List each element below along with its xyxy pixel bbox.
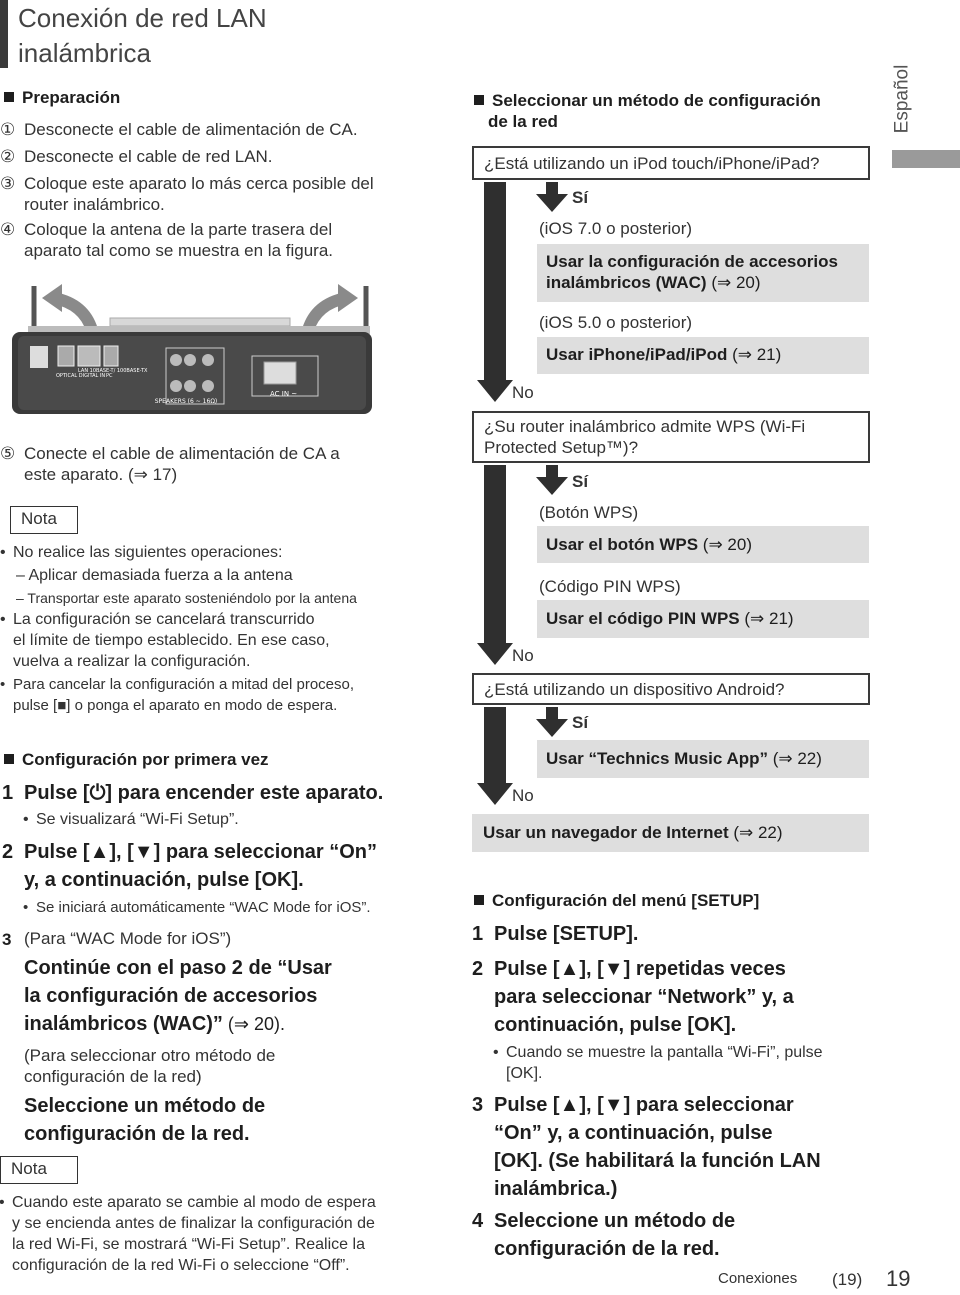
prep-step-4-line1: Coloque la antena de la parte trasera del	[24, 220, 333, 239]
page-title-line2: inalámbrica	[18, 38, 151, 68]
wps-button-box: Usar el botón WPS (⇒ 20)	[537, 526, 869, 563]
language-tab: Español	[891, 64, 913, 134]
setup-step2-line3: continuación, pulse [OK].	[494, 1014, 737, 1036]
wps-pin-box: Usar el código PIN WPS (⇒ 21)	[537, 600, 869, 638]
wps-button-paren: (Botón WPS)	[539, 503, 639, 522]
iphone-box: Usar iPhone/iPad/iPod (⇒ 21)	[537, 337, 869, 374]
nota1-dash1: – Aplicar demasiada fuerza a la antena	[16, 567, 293, 584]
step3-line1: Continúe con el paso 2 de “Usar	[24, 957, 332, 979]
prep-step-2: Desconecte el cable de red LAN.	[24, 147, 273, 166]
yes-label-3: Sí	[572, 713, 589, 732]
step2-num: 2	[2, 841, 14, 863]
yes-arrow-2	[536, 465, 568, 495]
nota-label-1: Nota	[10, 506, 78, 534]
setup-step2-sub-line2: [OK].	[506, 1065, 543, 1082]
no-label-2: No	[512, 646, 534, 665]
title-bar	[0, 0, 8, 68]
setup-step2-line1: Pulse [▲], [▼] repetidas veces	[494, 958, 786, 980]
nota2-line2: y se encienda antes de finalizar la configuración de	[12, 1215, 375, 1232]
wac-box	[537, 244, 869, 302]
flow-arrow-1	[477, 380, 513, 402]
flow-arrow-3	[477, 783, 513, 805]
ios5-label: (iOS 5.0 o posterior)	[539, 313, 693, 332]
nota-label-2: Nota	[0, 1156, 78, 1184]
yes-label-1: Sí	[572, 188, 589, 207]
setup-step3-line1: Pulse [▲], [▼] para seleccionar	[494, 1094, 794, 1116]
step3-num: 3	[2, 930, 12, 949]
no-label-3: No	[512, 786, 534, 805]
step3-line2: la configuración de accesorios	[24, 985, 318, 1007]
first-config-heading: Configuración por primera vez	[4, 750, 269, 770]
step3-paren: (Para “WAC Mode for iOS”)	[24, 929, 232, 948]
label-lan: LAN 10BASE-T/ 100BASE-TX	[78, 368, 148, 374]
setup-step2-num: 2	[472, 958, 484, 980]
setup-step3-num: 3	[472, 1094, 484, 1116]
setup-step3-line3: [OK]. (Se habilitará la función LAN	[494, 1150, 821, 1172]
step3-bold2-line2: configuración de la red.	[24, 1123, 250, 1145]
setup-step4-line1: Seleccione un método de	[494, 1210, 736, 1232]
prep-step-3-num: ③	[0, 174, 16, 193]
question-wps: ¿Su router inalámbrico admite WPS (Wi-Fi Protected Setup™)?	[472, 411, 870, 463]
setup-step2-sub-line1: • Cuando se muestre la pantalla “Wi-Fi”, pulse	[506, 1042, 823, 1063]
label-optical: OPTICAL DIGITAL IN	[56, 373, 106, 379]
prep-step-3-line1: Coloque este aparato lo más cerca posible del	[24, 174, 374, 193]
device-rear-illustration	[0, 278, 420, 418]
nota1-dash2: – Transportar este aparato sosteniéndolo por la antena	[16, 590, 357, 606]
language-tab-bar	[892, 150, 960, 168]
yes-arrow-1	[536, 182, 568, 212]
step2-sub: • Se iniciará automáticamente “WAC Mode for iOS”.	[36, 897, 371, 918]
step-5-line1: Conecte el cable de alimentación de CA a	[24, 444, 340, 463]
step-5-line2: este aparato. (⇒ 17)	[24, 465, 178, 484]
prep-step-2-num: ②	[0, 147, 16, 166]
nota1-bullet3-line2: pulse [■] o ponga el aparato en modo de espera.	[13, 697, 338, 714]
prep-step-1-num: ①	[0, 120, 16, 139]
page-title-line1: Conexión de red LAN	[18, 3, 267, 33]
select-heading-line1: Seleccionar un método de configuración	[474, 91, 821, 111]
ios7-label: (iOS 7.0 o posterior)	[539, 219, 693, 238]
nota1-bullet2-line3: vuelva a realizar la configuración.	[13, 653, 251, 670]
setup-step3-line4: inalámbrica.)	[494, 1178, 618, 1200]
technics-box: Usar “Technics Music App” (⇒ 22)	[537, 740, 869, 778]
label-pc: PC	[106, 373, 113, 379]
footer-page-paren: (19)	[832, 1270, 863, 1289]
prep-heading: Preparación	[4, 88, 120, 108]
step3-bold2-line1: Seleccione un método de	[24, 1095, 266, 1117]
footer-section: Conexiones	[718, 1270, 798, 1287]
label-speakers: SPEAKERS (6 ~ 16Ω)	[154, 398, 218, 405]
browser-box: Usar un navegador de Internet (⇒ 22)	[472, 814, 869, 852]
no-label-1: No	[512, 383, 534, 402]
setup-step3-line2: “On” y, a continuación, pulse	[494, 1122, 773, 1144]
prep-step-4-num: ④	[0, 220, 16, 239]
wac-box-line2: inalámbricos (WAC) (⇒ 20)	[546, 273, 761, 292]
flow-bar-1	[484, 182, 506, 382]
setup-step4-num: 4	[472, 1210, 484, 1232]
step3-line3: inalámbricos (WAC)” (⇒ 20).	[24, 1013, 286, 1035]
yes-label-2: Sí	[572, 472, 589, 491]
flow-bar-2	[484, 465, 506, 645]
step1-sub: • Se visualizará “Wi-Fi Setup”.	[36, 809, 239, 830]
flow-arrow-2	[477, 643, 513, 665]
step2-line2: y, a continuación, pulse [OK].	[24, 869, 304, 891]
wps-pin-paren: (Código PIN WPS)	[539, 577, 681, 596]
nota2-line3: la red Wi-Fi, se mostrará “Wi-Fi Setup”. Realice la	[12, 1236, 365, 1253]
setup-step1-num: 1	[472, 923, 484, 945]
yes-arrow-3	[536, 707, 568, 737]
step3-paren2-line2: configuración de la red)	[24, 1067, 202, 1086]
wac-box-line1: Usar la configuración de accesorios	[546, 252, 838, 271]
nota1-bullet2-line2: el límite de tiempo establecido. En ese caso,	[13, 632, 330, 649]
flow-bar-3	[484, 707, 506, 785]
setup-step4-line2: configuración de la red.	[494, 1238, 720, 1260]
step1-text: Pulse [⏻] para encender este aparato.	[24, 782, 384, 804]
step-5-num: ⑤	[0, 444, 16, 463]
setup-step1: Pulse [SETUP].	[494, 923, 639, 945]
setup-heading: Configuración del menú [SETUP]	[474, 891, 759, 911]
prep-step-1: Desconecte el cable de alimentación de CA.	[24, 120, 358, 139]
nota1-bullet3-line1: • Para cancelar la configuración a mitad del proceso,	[13, 674, 354, 695]
step1-num: 1	[2, 782, 14, 804]
setup-step2-line2: para seleccionar “Network” y, a	[494, 986, 794, 1008]
prep-step-3-line2: router inalámbrico.	[24, 195, 165, 214]
nota2-line4: configuración de la red Wi-Fi o seleccione “Off”.	[12, 1257, 350, 1274]
prep-step-4-line2: aparato tal como se muestra en la figura.	[24, 241, 333, 260]
nota1-bullet2-line1: • La configuración se cancelará transcurrido	[13, 609, 315, 630]
nota2-line1: • Cuando este aparato se cambie al modo de espera	[12, 1192, 376, 1213]
step2-line1: Pulse [▲], [▼] para seleccionar “On”	[24, 841, 378, 863]
question-ios: ¿Está utilizando un iPod touch/iPhone/iPad?	[472, 146, 870, 180]
footer-page-number: 19	[886, 1266, 911, 1291]
step3-paren2-line1: (Para seleccionar otro método de	[24, 1046, 276, 1065]
select-heading-line2: de la red	[488, 112, 558, 131]
nota1-bullet1: • No realice las siguientes operaciones:	[13, 542, 282, 563]
question-android: ¿Está utilizando un dispositivo Android?	[472, 673, 870, 705]
label-ac-in: AC IN ~	[270, 390, 298, 398]
